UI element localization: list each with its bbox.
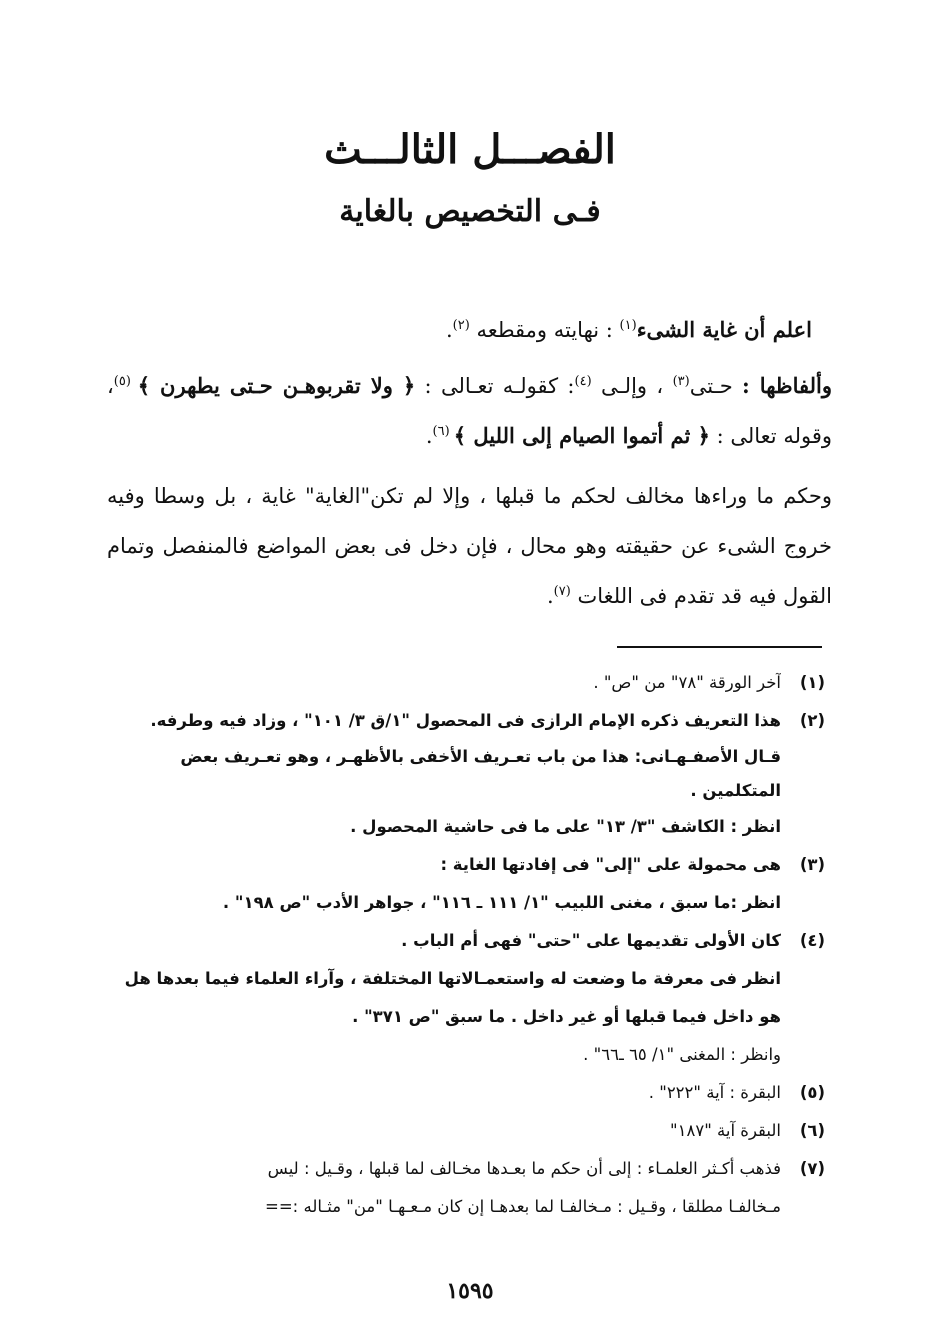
footnote-line: هو داخل فيما قبلها أو غير داخل . ما سبق "ص ٣٧١" . — [352, 1007, 781, 1026]
footnote-ref-1: (١) — [619, 318, 637, 333]
footnote-5 — [115, 1074, 825, 1112]
footnote-ref-7: (٧) — [553, 584, 571, 599]
footnote-line: قـال الأصفـهـانى: هذا من باب تعـريف الأخفى بالأظهـر ، وهو تعـريف بعض المتكلمين . — [180, 747, 781, 800]
particles-lead: وألفاظها : — [742, 373, 832, 398]
footnote-7 — [115, 1150, 825, 1226]
chapter-title: الفصـــل الثالـــث — [324, 126, 616, 173]
footnote-divider — [617, 646, 822, 648]
footnote-number: (٢) — [799, 711, 825, 730]
particles-text-b: ، وإلـى — [591, 374, 673, 398]
footnote-line: البقرة آية "١٨٧" — [670, 1121, 781, 1140]
footnote-1 — [115, 664, 825, 702]
definition-lead: اعلم أن غاية الشىء — [636, 317, 812, 342]
footnote-ref-6: (٦) — [432, 424, 454, 439]
footnotes-section — [115, 664, 825, 1226]
particles-text-d: ، وقوله تعالى : — [107, 374, 832, 448]
paragraph-particles — [107, 361, 832, 461]
footnote-number: (٦) — [799, 1121, 825, 1140]
footnote-line: انظر : الكاشف "٣/ ١٣" على ما فى حاشية المحصول . — [350, 817, 781, 836]
footnote-number: (٤) — [799, 931, 825, 950]
quran-verse-1: ﴿ ولا تقربوهـن حـتى يطهرن ﴾ — [137, 373, 416, 398]
footnote-line: هى محمولة على "إلى" فى إفادتها الغاية : — [440, 855, 781, 874]
footnote-line: كان الأولى تقديمها على "حتى" فهى أم الباب . — [401, 931, 781, 950]
footnote-line: انظر فى معرفة ما وضعت له واستعمـالاتها المختلفة ، وآراء العلماء فيما بعدها هل — [124, 969, 781, 988]
definition-text: : نهايته ومقطعه — [469, 318, 620, 342]
paragraph-ruling — [107, 471, 832, 621]
footnote-line: فذهب أكـثر العلمـاء : إلى أن حكم ما بعـدها مخـالف لما قبلها ، وقـيل : ليس — [267, 1159, 781, 1178]
footnote-ref-2: (٢) — [452, 318, 470, 333]
paragraph-definition — [107, 305, 832, 355]
footnote-number: (٥) — [799, 1083, 825, 1102]
footnote-line: هذا التعريف ذكره الإمام الرازى فى المحصول "١/ق ٣/ ١٠١" ، وزاد فيه وطرفه. — [150, 711, 781, 730]
footnote-ref-4: (٤) — [574, 374, 592, 389]
definition-end: . — [445, 318, 453, 342]
particles-end: . — [425, 424, 433, 448]
quran-verse-2: ﴿ ثم أتموا الصيام إلى الليل ﴾ — [453, 423, 710, 448]
footnote-6 — [115, 1112, 825, 1150]
footnote-number: (٧) — [799, 1159, 825, 1178]
footnote-number: (١) — [799, 673, 825, 692]
chapter-subtitle: فـى التخصيص بالغاية — [339, 194, 601, 229]
footnote-line: انظر :ما سبق ، مغنى اللبيب "١/ ١١١ ـ ١١٦" ، جواهر الأدب "ص ١٩٨" . — [222, 893, 781, 912]
footnote-ref-5: (٥) — [113, 374, 138, 389]
ruling-end: . — [546, 584, 554, 608]
footnote-line: مـخالفـا مطلقا ، وقـيل : مـخالفـا لما بعدهـا إن كان مـعـهـا "من" مثـاله :== — [265, 1197, 781, 1216]
particles-text-a: حـتى — [689, 374, 743, 398]
footnote-line: آخر الورقة "٧٨" من "ص" . — [593, 673, 781, 692]
footnote-ref-3: (٣) — [672, 374, 690, 389]
footnote-line: البقرة : آية "٢٢٢" . — [648, 1083, 781, 1102]
footnote-line: وانظر : المغنى "١/ ٦٥ ـ٦٦" . — [583, 1045, 781, 1064]
footnote-4 — [115, 922, 825, 1074]
page-number: ١٥٩٥ — [446, 1278, 494, 1304]
ruling-text: وحكم ما وراءها مخالف لحكم ما قبلها ، وإلا لم تكن"الغاية" غاية ، بل وسطا وفيه خروج الشىء عن حقيقته وهو محال ، فإن دخل فى بعض المواضع فالمنفصل وتمام القول فيه قد تقدم فى اللغات — [107, 484, 832, 608]
footnote-2 — [115, 702, 825, 846]
particles-text-c: : كقولـه تعـالى : — [415, 374, 575, 398]
footnote-3 — [115, 846, 825, 922]
footnote-number: (٣) — [799, 855, 825, 874]
main-text — [107, 305, 832, 621]
